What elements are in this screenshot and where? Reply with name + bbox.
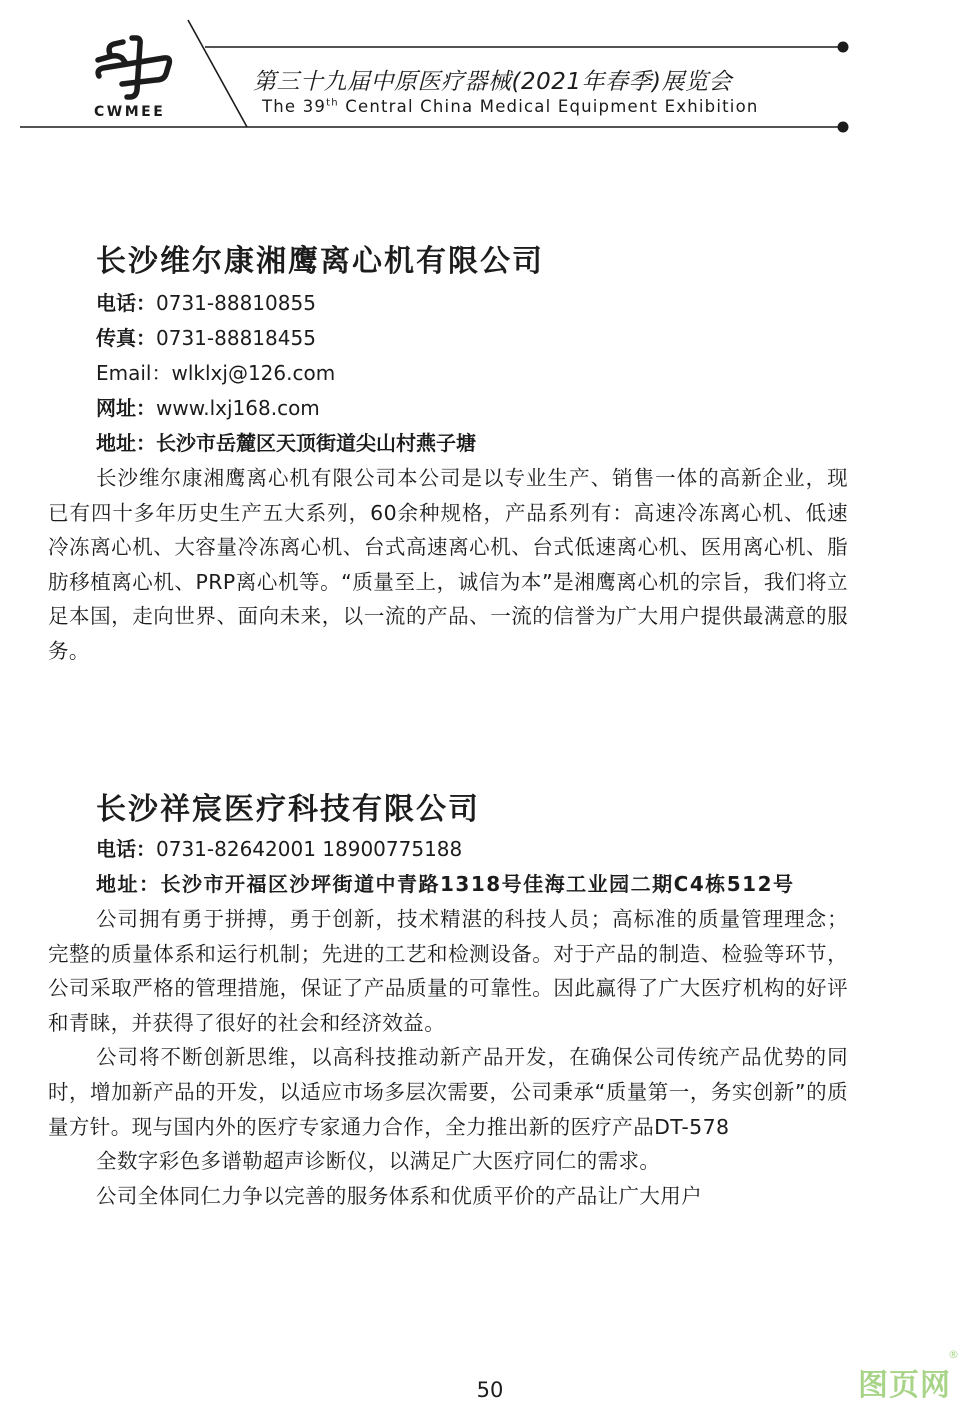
exhibition-title-en-sup: th bbox=[326, 97, 339, 109]
phone-row bbox=[48, 832, 848, 867]
company-name: 长沙祥宸医疗科技有限公司 bbox=[96, 792, 480, 827]
logo-text: CWMEE bbox=[94, 104, 166, 120]
company-name: 长沙维尔康湘鹰离心机有限公司 bbox=[96, 244, 544, 279]
email-label: Email： bbox=[96, 361, 172, 385]
phone-value: 0731-88810855 bbox=[156, 291, 316, 315]
fax-row bbox=[48, 321, 848, 356]
exhibition-title-en-prefix: The 39 bbox=[262, 97, 327, 116]
watermark: 图页网 bbox=[858, 1368, 951, 1403]
page-number: 50 bbox=[476, 1378, 504, 1402]
address-label: 地址： bbox=[96, 431, 156, 455]
exhibition-title-en bbox=[262, 97, 759, 116]
company-paragraph-4: 公司全体同仁力争以完善的服务体系和优质平价的产品让广大用户 bbox=[96, 1183, 703, 1208]
watermark-registered-mark: ® bbox=[948, 1348, 959, 1361]
website-label: 网址： bbox=[96, 396, 156, 420]
company-description: 长沙维尔康湘鹰离心机有限公司本公司是以专业生产、销售一体的高新企业，现已有四十多年历史生产五大系列，60余种规格，产品系列有：高速冷冻离心机、低速冷冻离心机、大容量冷冻离心机、台式高速离心机、台式低速离心机、医用离心机、脂肪移植离心机、PRP离心机等。“质量至上，诚信为本”是湘鹰离心机的宗旨，我们将立足本国，走向世界、面向未来，以一流的产品、一流的信誉为广大用户提供最满意的服务。 bbox=[48, 466, 848, 663]
website-row bbox=[48, 391, 848, 426]
cwmee-logo-icon bbox=[92, 32, 174, 102]
address-row bbox=[48, 867, 848, 902]
exhibition-header bbox=[0, 0, 980, 140]
phone-row bbox=[48, 286, 848, 321]
website-value: www.lxj168.com bbox=[156, 396, 320, 420]
address-value: 长沙市开福区沙坪街道中青路1318号佳海工业园二期C4栋512号 bbox=[160, 872, 795, 896]
fax-value: 0731-88818455 bbox=[156, 326, 316, 350]
company-paragraph-2: 公司将不断创新思维，以高科技推动新产品开发，在确保公司传统产品优势的同时，增加新产品的开发，以适应市场多层次需要，公司秉承“质量第一，务实创新”的质量方针。现与国内外的医疗专家通力合作，全力推出新的医疗产品DT-578 bbox=[48, 1045, 848, 1139]
phone-label: 电话： bbox=[96, 837, 156, 861]
company-paragraph-1: 公司拥有勇于拼搏，勇于创新，技术精湛的科技人员；高标准的质量管理理念；完整的质量体系和运行机制；先进的工艺和检测设备。对于产品的制造、检验等环节，公司采取严格的管理措施，保证了产品质量的可靠性。因此赢得了广大医疗机构的好评和青睐，并获得了很好的社会和经济效益。 bbox=[48, 907, 848, 1035]
address-value: 长沙市岳麓区天顶街道尖山村燕子塘 bbox=[156, 431, 476, 455]
phone-value: 0731-82642001 18900775188 bbox=[156, 837, 463, 861]
email-value: wlklxj@126.com bbox=[171, 361, 336, 385]
exhibition-title-cn: 第三十九届中原医疗器械(2021年春季)展览会 bbox=[253, 69, 732, 95]
company-paragraph-3: 全数字彩色多谱勒超声诊断仪，以满足广大医疗同仁的需求。 bbox=[96, 1149, 661, 1174]
email-row bbox=[48, 356, 848, 391]
company-entry-2 bbox=[48, 790, 848, 1213]
company-entry-1 bbox=[48, 242, 848, 669]
exhibition-title-en-suffix: Central China Medical Equipment Exhibition bbox=[338, 97, 759, 116]
address-row bbox=[48, 426, 848, 461]
fax-label: 传真： bbox=[96, 326, 156, 350]
phone-label: 电话： bbox=[96, 291, 156, 315]
address-label: 地址： bbox=[96, 872, 161, 896]
